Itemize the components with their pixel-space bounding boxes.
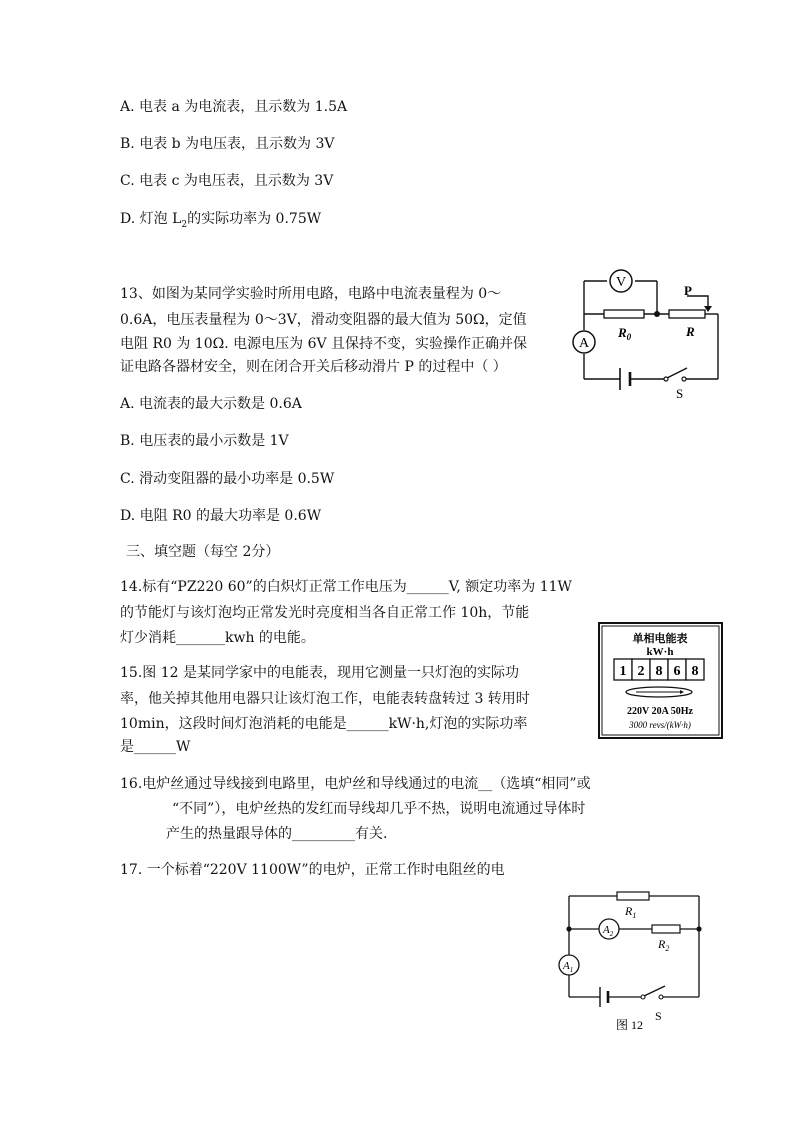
q13-option-d: D. 电阻 R0 的最大功率是 0.6W (120, 508, 322, 524)
q12-option-b: B. 电表 b 为电压表，且示数为 3V (120, 136, 335, 152)
q13-option-c: C. 滑动变阻器的最小功率是 0.5W (120, 471, 335, 487)
q13-option-b: B. 电压表的最小示数是 1V (120, 433, 289, 449)
section3-heading: 三、填空题（每空 2分） (126, 544, 280, 560)
q13-stem-line3: 电阻 R0 为 10Ω. 电源电压为 6V 且保持不变，实验操作正确并保 (120, 336, 528, 352)
fig12-r2-sub: 2 (665, 944, 670, 953)
fig12-switch-label: S (655, 1009, 662, 1023)
q13-stem-line1: 13、如图为某同学实验时所用电路，电路中电流表量程为 0～ (120, 286, 502, 302)
q13-slider-label: P (684, 283, 692, 298)
q13-switch-label: S (676, 386, 684, 401)
q16-line2: “不同”），电炉丝热的发红而导线却几乎不热，说明电流通过导体时 (172, 801, 586, 817)
fig12-a2-sub: 2 (609, 930, 614, 938)
meter-digit-4: 6 (673, 664, 681, 679)
fig12-a2-main: A (603, 924, 610, 936)
q17-line1: 17. 一个标着“220V 1100W”的电炉，正常工作时电阻丝的电 (120, 862, 505, 878)
q13-option-a: A. 电流表的最大示数是 0.6A (120, 396, 302, 412)
meter-unit: kW·h (646, 646, 674, 658)
q14-line1: 14.标有“PZ220 60”的白炽灯正常工作电压为______V, 额定功率为 11W (120, 579, 572, 595)
q16-line1: 16.电炉丝通过导线接到电路里，电炉丝和导线通过的电流__（选填“相同”或 (120, 776, 591, 792)
q13-circuit-figure (566, 262, 726, 402)
q13-stem-line2: 0.6A，电压表量程为 0～3V，滑动变阻器的最大值为 50Ω，定值 (120, 312, 527, 328)
q12-option-d (120, 209, 321, 235)
q13-rheostat-label: R (686, 324, 695, 339)
meter-digit-1: 1 (619, 664, 627, 679)
fig12-a1-main: A (563, 960, 570, 972)
q12-option-c: C. 电表 c 为电压表，且示数为 3V (120, 173, 334, 189)
q12-option-d-pre: D. 灯泡 L (120, 211, 182, 227)
meter-digit-5: 8 (691, 664, 699, 679)
figure-12-circuit (550, 885, 710, 1035)
fig12-r1-sub: 1 (632, 911, 637, 920)
fig12-r2-main: R (658, 937, 666, 951)
q13-stem-line4: 证电路各器材安全，则在闭合开关后移动滑片 P 的过程中（ ） (120, 359, 507, 375)
q13-r0-main: R (618, 325, 627, 340)
q15-line2: 率，他关掉其他用电器只让该灯泡工作，电能表转盘转过 3 转用时 (120, 691, 530, 707)
electricity-meter-figure (598, 622, 723, 739)
q16-line3: 产生的热量跟导体的_________有关. (166, 826, 388, 842)
q13-voltmeter-label: V (615, 275, 627, 290)
q15-line1: 15.图 12 是某同学家中的电能表，现用它测量一只灯泡的实际功 (120, 665, 519, 681)
q14-line3: 灯少消耗_______kwh 的电能。 (120, 630, 315, 646)
fig12-r1-main: R (625, 904, 633, 918)
q15-line4: 是______W (120, 739, 191, 755)
fig12-r1-label (624, 904, 636, 920)
meter-digit-3: 8 (655, 664, 663, 679)
meter-ratings: 220V 20A 50Hz (627, 706, 693, 717)
fig12-a1-sub: 1 (569, 966, 574, 974)
q12-option-d-post: 的实际功率为 0.75W (187, 211, 322, 227)
q13-ammeter-label: A (578, 336, 590, 351)
meter-constant: 3000 revs/(kW·h) (629, 720, 691, 730)
meter-title: 单相电能表 (632, 633, 688, 645)
q13-r0-sub: 0 (626, 332, 632, 342)
q12-option-d-sub: 2 (181, 219, 188, 230)
fig12-r2-label (657, 937, 669, 953)
meter-digit-2: 2 (637, 664, 645, 679)
q14-line2: 的节能灯与该灯泡均正常发光时亮度相当各自正常工作 10h，节能 (120, 605, 530, 621)
q12-option-a: A. 电表 a 为电流表，且示数为 1.5A (120, 99, 348, 115)
fig12-caption: 图 12 (616, 1018, 644, 1032)
q15-line3: 10min，这段时间灯泡消耗的电能是______kW·h,灯泡的实际功率 (120, 716, 528, 732)
q13-r0-label (617, 325, 632, 342)
